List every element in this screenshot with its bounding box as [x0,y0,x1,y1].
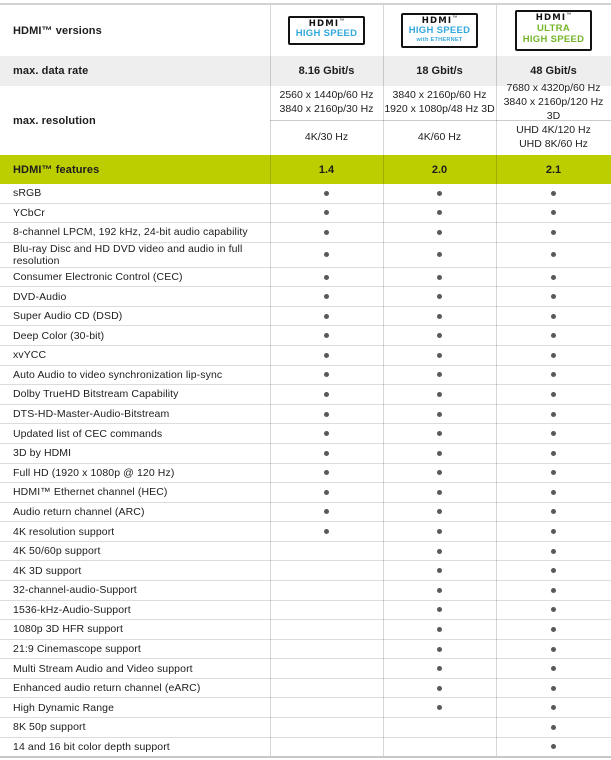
support-cell [383,184,496,203]
support-cell [496,326,611,345]
support-dot-icon [551,549,556,554]
versions-row-label: HDMI™ versions [13,24,102,37]
support-cell [383,738,496,757]
support-dot-icon [551,470,556,475]
feature-name: High Dynamic Range [13,701,115,714]
feature-row [0,522,611,542]
version-number: 2.1 [545,163,562,176]
support-dot-icon [324,451,329,456]
support-cell [496,223,611,242]
feature-row [0,503,611,523]
support-dot-icon [551,568,556,573]
support-cell [270,464,383,483]
support-dot-icon [324,529,329,534]
support-dot-icon [437,666,442,671]
feature-row [0,718,611,738]
support-cell [270,444,383,463]
support-cell [383,326,496,345]
badge-cell [270,5,383,56]
support-cell [270,307,383,326]
support-dot-icon [437,252,442,257]
features-header-row [0,155,611,184]
support-dot-icon [551,353,556,358]
data-rate-label: max. data rate [13,65,89,77]
support-cell [270,640,383,659]
support-cell [383,679,496,698]
resolution-row [0,82,611,155]
support-cell [270,223,383,242]
support-cell [270,738,383,757]
support-cell [383,464,496,483]
support-cell [270,659,383,678]
support-dot-icon [324,412,329,417]
support-cell [383,366,496,385]
version-number: 1.4 [318,163,335,176]
support-dot-icon [324,333,329,338]
feature-row [0,483,611,503]
support-dot-icon [324,210,329,215]
support-dot-icon [437,191,442,196]
support-dot-icon [551,490,556,495]
feature-name: Updated list of CEC commands [13,427,163,440]
support-dot-icon [437,647,442,652]
support-dot-icon [551,686,556,691]
support-dot-icon [437,333,442,338]
support-cell [383,503,496,522]
support-cell [496,366,611,385]
feature-name: DTS-HD-Master-Audio-Bitstream [13,408,170,421]
support-dot-icon [551,431,556,436]
support-dot-icon [324,230,329,235]
badge-cell [496,5,611,56]
support-cell [270,679,383,698]
feature-name: DVD-Audio [13,290,67,303]
feature-row [0,223,611,243]
features-header-label: HDMI™ features [13,163,100,176]
support-cell [496,444,611,463]
support-dot-icon [437,705,442,710]
support-dot-icon [437,529,442,534]
support-cell [383,223,496,242]
support-cell [383,204,496,223]
support-cell [270,581,383,600]
support-dot-icon [551,725,556,730]
feature-rows [0,184,611,758]
support-cell [496,738,611,757]
badge-line: ULTRA [537,22,570,34]
table-top-border [0,3,611,5]
support-cell [383,444,496,463]
resolution-value: UHD 4K/120 Hz UHD 8K/60 Hz [516,124,591,150]
support-dot-icon [437,490,442,495]
support-dot-icon [437,549,442,554]
support-dot-icon [437,294,442,299]
support-dot-icon [551,666,556,671]
support-cell [383,640,496,659]
feature-row [0,444,611,464]
support-dot-icon [437,509,442,514]
support-cell [270,698,383,717]
support-dot-icon [324,431,329,436]
column-divider [496,5,497,756]
hdmi-logo: HDMI ™ [421,14,458,26]
feature-name: 8K 50p support [13,721,86,734]
support-dot-icon [437,314,442,319]
support-dot-icon [551,509,556,514]
feature-name: Enhanced audio return channel (eARC) [13,682,201,695]
support-cell [270,366,383,385]
support-cell [270,483,383,502]
support-dot-icon [437,372,442,377]
support-cell [496,620,611,639]
feature-row [0,268,611,288]
support-cell [383,424,496,443]
support-dot-icon [437,588,442,593]
support-cell [496,640,611,659]
support-dot-icon [437,568,442,573]
support-cell [496,679,611,698]
support-cell [496,601,611,620]
feature-row [0,243,611,268]
support-cell [270,287,383,306]
support-dot-icon [551,372,556,377]
support-dot-icon [551,451,556,456]
hdmi-logo: HDMI ™ [535,12,572,24]
support-cell [383,405,496,424]
feature-name: 1080p 3D HFR support [13,623,123,636]
feature-name: 4K resolution support [13,525,115,538]
feature-name: 32-channel-audio-Support [13,584,137,597]
support-cell [496,718,611,737]
support-dot-icon [551,412,556,417]
support-dot-icon [437,627,442,632]
feature-row [0,405,611,425]
support-cell [383,243,496,267]
support-cell [270,620,383,639]
resolution-label: max. resolution [13,114,96,127]
support-dot-icon [437,412,442,417]
feature-row [0,659,611,679]
feature-row [0,307,611,327]
support-dot-icon [324,294,329,299]
support-cell [270,346,383,365]
hdmi-ultra-high-speed-badge [515,10,593,50]
feature-row [0,346,611,366]
support-dot-icon [551,294,556,299]
hdmi-high-speed-ethernet-badge [401,13,479,48]
feature-row [0,204,611,224]
support-dot-icon [551,275,556,280]
support-dot-icon [551,627,556,632]
support-dot-icon [324,275,329,280]
feature-row [0,698,611,718]
feature-row [0,581,611,601]
support-dot-icon [324,252,329,257]
support-dot-icon [324,509,329,514]
support-cell [270,204,383,223]
support-dot-icon [551,230,556,235]
resolution-value: 4K/30 Hz [304,131,349,144]
support-dot-icon [324,470,329,475]
resolution-value: 2560 x 1440p/60 Hz 3840 x 2160p/30 Hz [279,89,374,115]
support-dot-icon [551,314,556,319]
support-cell [496,464,611,483]
support-cell [496,204,611,223]
feature-row [0,738,611,757]
feature-name: Auto Audio to video synchronization lip-sync [13,368,223,381]
feature-name: Audio return channel (ARC) [13,505,145,518]
support-cell [496,561,611,580]
feature-row [0,620,611,640]
feature-name: Super Audio CD (DSD) [13,310,123,323]
feature-name: Multi Stream Audio and Video support [13,662,193,675]
feature-name: 1536-kHz-Audio-Support [13,603,131,616]
resolution-secondary-subrow [270,121,611,155]
resolution-value: 3840 x 2160p/60 Hz 1920 x 1080p/48 Hz 3D [384,89,495,115]
feature-row [0,561,611,581]
support-dot-icon [551,588,556,593]
support-dot-icon [324,314,329,319]
feature-row [0,679,611,699]
support-dot-icon [551,252,556,257]
badge-line: HIGH SPEED [295,28,358,40]
support-cell [496,307,611,326]
support-dot-icon [551,705,556,710]
feature-name: 3D by HDMI [13,447,72,460]
support-cell [270,424,383,443]
support-dot-icon [324,372,329,377]
feature-name: 4K 50/60p support [13,545,101,558]
support-dot-icon [324,392,329,397]
support-cell [383,385,496,404]
feature-name: Deep Color (30-bit) [13,329,105,342]
support-cell [270,385,383,404]
support-dot-icon [437,451,442,456]
feature-name: xvYCC [13,349,47,362]
support-dot-icon [551,744,556,749]
support-cell [383,542,496,561]
support-dot-icon [551,333,556,338]
support-cell [383,718,496,737]
feature-name: sRGB [13,187,42,200]
support-cell [496,424,611,443]
support-cell [383,601,496,620]
support-cell [383,659,496,678]
support-cell [270,405,383,424]
support-cell [270,601,383,620]
feature-row [0,464,611,484]
support-cell [496,542,611,561]
support-dot-icon [437,607,442,612]
badge-line: HIGH SPEED [408,25,471,37]
support-cell [270,522,383,541]
support-cell [496,243,611,267]
feature-row [0,640,611,660]
support-cell [496,346,611,365]
support-cell [383,307,496,326]
support-dot-icon [437,275,442,280]
support-cell [383,346,496,365]
support-cell [270,243,383,267]
support-dot-icon [551,647,556,652]
support-dot-icon [437,431,442,436]
feature-row [0,424,611,444]
support-cell [270,326,383,345]
version-number: 2.0 [431,163,448,176]
feature-row [0,326,611,346]
support-dot-icon [437,686,442,691]
support-cell [270,503,383,522]
support-cell [496,268,611,287]
feature-row [0,184,611,204]
feature-name: Blu-ray Disc and HD DVD video and audio in full resolution [13,242,243,267]
hdmi-high-speed-badge [288,16,366,45]
badge-line: HIGH SPEED [522,33,585,45]
hdmi-logo: HDMI ™ [308,17,345,29]
feature-name: 21:9 Cinemascope support [13,643,141,655]
resolution-primary-subrow [270,82,611,122]
support-cell [270,184,383,203]
support-cell [383,698,496,717]
support-cell [383,287,496,306]
feature-name: Full HD (1920 x 1080p @ 120 Hz) [13,466,175,479]
resolution-value: 4K/60 Hz [417,131,462,144]
support-cell [496,483,611,502]
feature-name: 8-channel LPCM, 192 kHz, 24-bit audio capability [13,226,248,239]
column-divider [270,5,271,756]
feature-row [0,542,611,562]
support-dot-icon [551,191,556,196]
feature-name: Consumer Electronic Control (CEC) [13,271,183,284]
support-dot-icon [324,191,329,196]
support-cell [496,405,611,424]
feature-name: YCbCr [13,206,46,219]
feature-name: 4K 3D support [13,564,82,577]
versions-row [0,5,611,56]
support-cell [496,522,611,541]
support-cell [496,385,611,404]
support-dot-icon [551,392,556,397]
support-cell [496,287,611,306]
data-rate-value: 8.16 Gbit/s [298,65,355,77]
support-dot-icon [437,210,442,215]
support-dot-icon [551,529,556,534]
support-cell [270,542,383,561]
support-cell [383,581,496,600]
data-rate-value: 18 Gbit/s [416,65,463,77]
support-cell [383,268,496,287]
support-cell [496,581,611,600]
resolution-value: 7680 x 4320p/60 Hz 3840 x 2160p/120 Hz 3D [503,82,604,122]
support-dot-icon [324,353,329,358]
feature-row [0,287,611,307]
support-dot-icon [437,392,442,397]
support-cell [270,268,383,287]
badge-subline: with ETHERNET [416,37,463,44]
support-cell [496,698,611,717]
support-cell [496,659,611,678]
support-dot-icon [324,490,329,495]
badge-cell [383,5,496,56]
support-cell [383,522,496,541]
support-cell [383,483,496,502]
feature-name: HDMI™ Ethernet channel (HEC) [13,486,168,499]
support-cell [270,561,383,580]
support-cell [496,503,611,522]
support-dot-icon [437,353,442,358]
support-cell [270,718,383,737]
support-cell [383,620,496,639]
support-cell [496,184,611,203]
support-cell [383,561,496,580]
support-dot-icon [437,230,442,235]
resolution-values [270,82,611,155]
support-dot-icon [551,210,556,215]
feature-name: 14 and 16 bit color depth support [13,740,170,753]
feature-row [0,366,611,386]
column-divider [383,5,384,756]
data-rate-value: 48 Gbit/s [530,65,577,77]
feature-name: Dolby TrueHD Bitstream Capability [13,388,179,401]
feature-row [0,385,611,405]
feature-row [0,601,611,621]
support-dot-icon [437,470,442,475]
support-dot-icon [551,607,556,612]
